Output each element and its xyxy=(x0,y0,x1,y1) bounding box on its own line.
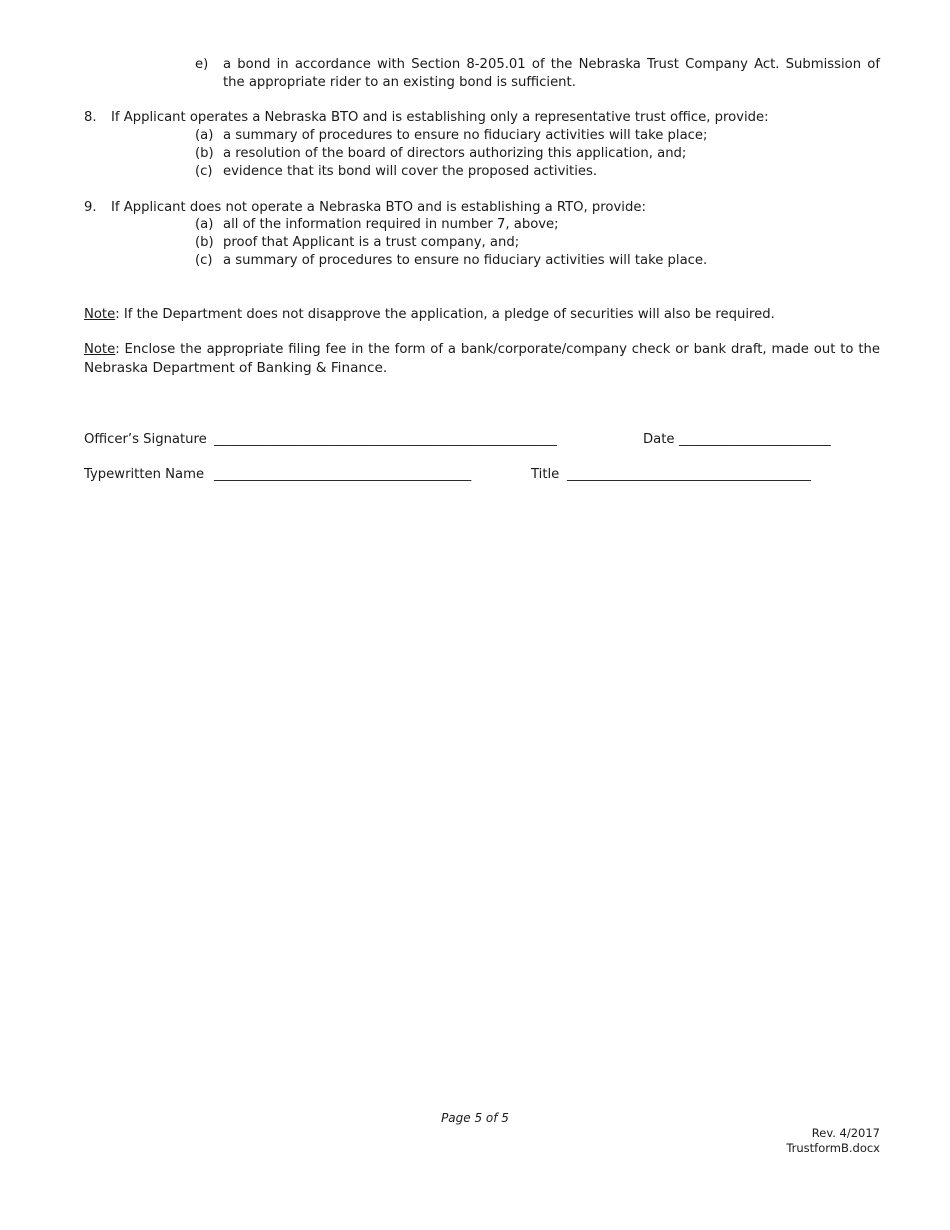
file-name: TrustformB.docx xyxy=(786,1141,880,1155)
officer-signature-field[interactable]: ____________________________________________________ xyxy=(214,432,557,447)
item-8-text: If Applicant operates a Nebraska BTO and is establishing only a representative trust office, provide: xyxy=(111,110,769,125)
note-2-line1 xyxy=(84,341,880,359)
item-8-number: 8. xyxy=(84,110,97,125)
item-8a-marker: (a) xyxy=(195,128,214,143)
item-8c-marker: (c) xyxy=(195,164,213,179)
item-8b-text: a resolution of the board of directors authorizing this application, and; xyxy=(223,146,687,161)
typewritten-name-label: Typewritten Name xyxy=(84,467,205,482)
date-label: Date xyxy=(643,432,675,447)
item-9a-text: all of the information required in number 7, above; xyxy=(223,217,559,232)
note-1 xyxy=(84,306,775,324)
item-9-text: If Applicant does not operate a Nebraska BTO and is establishing a RTO, provide: xyxy=(111,200,646,215)
date-field[interactable]: _______________________ xyxy=(679,432,831,447)
item-e-line1: a bond in accordance with Section 8-205.01 of the Nebraska Trust Company Act. Submission of xyxy=(223,57,880,72)
item-9a-marker: (a) xyxy=(195,217,214,232)
title-field[interactable]: _____________________________________ xyxy=(567,467,811,482)
item-9c-text: a summary of procedures to ensure no fiduciary activities will take place. xyxy=(223,253,708,268)
note-2-text: : Enclose the appropriate filing fee in the form of a bank/corporate/company check or bank draft, made out to the xyxy=(115,342,880,357)
item-e-marker: e) xyxy=(195,57,209,72)
item-8a-text: a summary of procedures to ensure no fiduciary activities will take place; xyxy=(223,128,708,143)
typewritten-name-field[interactable]: _______________________________________ xyxy=(214,467,472,482)
officer-signature-label: Officer’s Signature xyxy=(84,432,207,447)
note-1-label: Note xyxy=(84,307,116,322)
revision-date: Rev. 4/2017 xyxy=(811,1126,880,1140)
item-8b-marker: (b) xyxy=(195,146,214,161)
note-2-line2: Nebraska Department of Banking & Finance. xyxy=(84,360,388,376)
item-9b-text: proof that Applicant is a trust company, and; xyxy=(223,235,520,250)
note-2-label: Note xyxy=(84,342,116,357)
title-label: Title xyxy=(531,467,560,482)
item-e-line2: the appropriate rider to an existing bond is sufficient. xyxy=(223,75,576,90)
item-8c-text: evidence that its bond will cover the proposed activities. xyxy=(223,164,598,179)
note-1-text: : If the Department does not disapprove the application, a pledge of securities will also be required. xyxy=(115,307,775,322)
item-9b-marker: (b) xyxy=(195,235,214,250)
item-9c-marker: (c) xyxy=(195,253,213,268)
page-number: Page 5 of 5 xyxy=(441,1111,509,1125)
item-9-number: 9. xyxy=(84,200,97,215)
